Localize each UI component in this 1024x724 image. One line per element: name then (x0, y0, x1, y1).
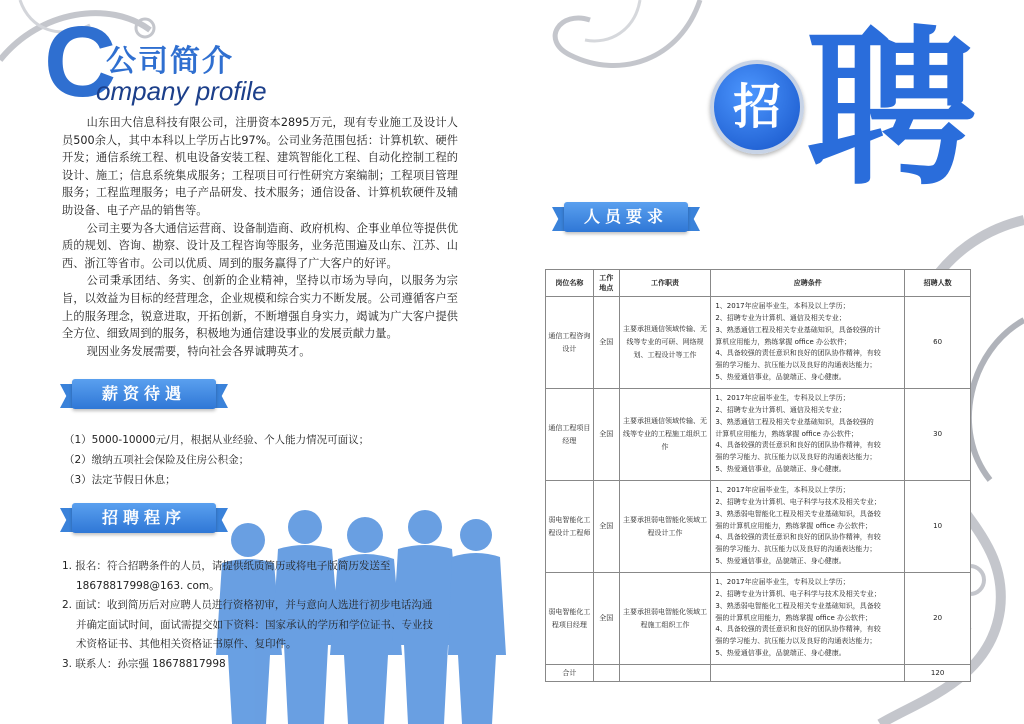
process-line: 2. 面试：收到简历后对应聘人员进行资格初审，并与意向人选进行初步电话沟通 (62, 599, 433, 611)
header-cell: 招聘人数 (905, 270, 971, 297)
requirement-line: 1、2017年应届毕业生，本科及以上学历； (715, 302, 850, 311)
requirement-line: 计算机应用能力，熟练掌握 office 办公软件； (715, 429, 858, 438)
process-email: 18678817998@163. com。 (76, 579, 220, 592)
process-line: 并确定面试时间，面试需提交如下资料：国家承认的学历和学位证书、专业技 (76, 618, 433, 631)
requirement-line: 3、熟悉弱电智能化工程及相关专业基础知识，具备较 (715, 509, 881, 518)
salary-item: （2）缴纳五项社会保险及住房公积金； (64, 454, 250, 466)
job-location-cell: 全国 (593, 389, 619, 481)
requirement-line: 5、热爱通信事业，品貌端正、身心健康。 (715, 648, 846, 657)
process-list (62, 557, 462, 674)
requirement-line: 5、热爱通信事业，品貌端正、身心健康。 (715, 556, 846, 565)
requirement-line: 1、2017年应届毕业生，专科及以上学历； (715, 578, 850, 587)
salary-item: （1）5000-10000元/月，根据从业经验、个人能力情况可面议； (64, 434, 370, 446)
total-count-cell: 120 (905, 665, 971, 682)
company-profile-title-en: ompany profile (96, 76, 267, 106)
job-name-cell: 通信工程咨询设计 (546, 297, 594, 389)
job-location-cell: 全国 (593, 297, 619, 389)
job-count-cell: 20 (905, 573, 971, 665)
header-cell: 工作地点 (593, 270, 619, 297)
process-contact: 3. 联系人：孙宗强 18678817998 (62, 657, 226, 670)
job-requirements-table (545, 269, 971, 682)
process-line: 术资格证书、其他相关资格证书原件、复印件。 (76, 638, 297, 650)
empty-cell (711, 665, 905, 682)
header-cell: 岗位名称 (546, 270, 594, 297)
empty-cell (593, 665, 619, 682)
job-duty-cell: 主要承担通信领域传输、无线等专业的工程施工组织工作 (619, 389, 711, 481)
requirement-line: 4、具备较强的责任意识和良好的团队协作精神，有较 (715, 349, 881, 358)
requirement-line: 4、具备较强的责任意识和良好的团队协作精神，有较 (715, 441, 881, 450)
job-name-cell: 通信工程项目经理 (546, 389, 594, 481)
intro-paragraph: 山东田大信息科技有限公司，注册资本2895万元，现有专业施工及设计人员500余人，其中本科以上学历占比97%。公司业务范围包括：计算机软、硬件开发；通信系统工程、机电设备安装工程、建筑智能化工程、自动化控制工程的设计、施工；信息系统集成服务；工程项目可行性研究方案编制；工程项目管理服务；工程监理服务；电子产品研发、技术服务；通信设备、计算机软硬件及辅助设备、电子产品的销售等。 (62, 116, 458, 217)
job-requirements-cell (711, 481, 905, 573)
table-row (546, 573, 971, 665)
header-cell: 工作职责 (619, 270, 711, 297)
company-initial-letter: C (44, 6, 117, 118)
requirement-line: 1、2017年应届毕业生，专科及以上学历； (715, 394, 850, 403)
company-profile-title-cn: 公司简介 (106, 44, 234, 79)
requirement-line: 1、2017年应届毕业生，本科及以上学历； (715, 486, 850, 495)
total-label-cell: 合计 (546, 665, 594, 682)
decorative-swirl-top-middle (400, 0, 710, 120)
intro-paragraph: 现因业务发展需要，特向社会各界诚聘英才。 (86, 344, 311, 358)
empty-cell (619, 665, 711, 682)
table-row (546, 389, 971, 481)
requirement-line: 5、热爱通信事业，品貌端正、身心健康。 (715, 464, 846, 473)
requirement-line: 2、招聘专业为计算机、电子科学与技术及相关专业； (715, 498, 881, 506)
requirement-line: 强的学习能力、抗压能力以及良好的沟通表达能力； (715, 545, 877, 554)
requirement-line: 3、熟悉弱电智能化工程及相关专业基础知识，具备较 (715, 601, 881, 610)
table-row (546, 481, 971, 573)
requirement-line: 2、招聘专业为计算机、电子科学与技术及相关专业； (715, 590, 881, 598)
job-name-cell: 弱电智能化工程项目经理 (546, 573, 594, 665)
header-cell: 应聘条件 (711, 270, 905, 297)
table-header-row (546, 270, 971, 297)
job-requirements-cell (711, 297, 905, 389)
job-count-cell: 60 (905, 297, 971, 389)
salary-item: （3）法定节假日休息； (64, 474, 176, 486)
table-total-row (546, 665, 971, 682)
job-duty-cell: 主要承担弱电智能化领域工程施工组织工作 (619, 573, 711, 665)
requirements-section-ribbon: 人员要求 (564, 202, 688, 232)
requirement-line: 4、具备较强的责任意识和良好的团队协作精神，有较 (715, 625, 881, 634)
job-duty-cell: 主要承担通信领域传输、无线等专业的可研、网络规划、工程设计等工作 (619, 297, 711, 389)
requirement-line: 强的学习能力、抗压能力以及良好的沟通表达能力； (715, 361, 877, 370)
requirement-line: 强的计算机应用能力，熟练掌握 office 办公软件； (715, 521, 872, 530)
requirement-line: 5、热爱通信事业，品貌端正、身心健康。 (715, 372, 846, 381)
requirement-line: 强的计算机应用能力，熟练掌握 office 办公软件； (715, 613, 872, 622)
requirement-line: 3、熟悉通信工程及相关专业基础知识，具备较强的 (715, 417, 874, 426)
requirement-line: 算机应用能力，熟练掌握 office 办公软件； (715, 337, 851, 346)
job-requirements-cell (711, 389, 905, 481)
intro-paragraph: 公司主要为各大通信运营商、设备制造商、政府机构、企事业单位等提供优质的规划、咨询、勘察、设计及工程咨询等服务，业务范围遍及山东、江苏、山西、浙江等省市。公司以优质、周到的服务赢得了广大客户的好评。 (62, 221, 458, 270)
job-location-cell: 全国 (593, 481, 619, 573)
job-duty-cell: 主要承担弱电智能化领域工程设计工作 (619, 481, 711, 573)
requirement-line: 3、熟悉通信工程及相关专业基础知识，具备较强的计 (715, 325, 881, 334)
job-name-cell: 弱电智能化工程设计工程师 (546, 481, 594, 573)
recruit-circle-badge: 招 (710, 60, 804, 154)
job-count-cell: 10 (905, 481, 971, 573)
process-section-ribbon: 招聘程序 (72, 503, 216, 533)
recruit-big-character: 聘 (806, 11, 977, 209)
requirement-line: 强的学习能力、抗压能力以及良好的沟通表达能力； (715, 637, 877, 646)
table-row (546, 297, 971, 389)
job-requirements-cell (711, 573, 905, 665)
job-location-cell: 全国 (593, 573, 619, 665)
requirement-line: 4、具备较强的责任意识和良好的团队协作精神，有较 (715, 533, 881, 542)
requirement-line: 2、招聘专业为计算机、通信及相关专业； (715, 314, 846, 322)
job-count-cell: 30 (905, 389, 971, 481)
requirement-line: 强的学习能力、抗压能力以及良好的沟通表达能力； (715, 453, 877, 462)
salary-section-ribbon: 薪资待遇 (72, 379, 216, 409)
intro-paragraph: 公司秉承团结、务实、创新的企业精神，坚持以市场为导向，以服务为宗旨，以效益为目标的经营理念，企业规模和综合实力不断发展。公司遵循客户至上的服务理念，锐意进取，开拓创新，不断增强自身实力，竭诚为广大客户提供全方位、细致周到的服务，积极地为通信建设事业的发展贡献力量。 (62, 274, 458, 341)
requirement-line: 2、招聘专业为计算机、通信及相关专业； (715, 406, 846, 414)
company-intro (62, 114, 458, 360)
salary-list (64, 430, 369, 490)
process-line: 1. 报名：符合招聘条件的人员，请提供纸质简历或将电子版简历发送至 (62, 560, 391, 572)
